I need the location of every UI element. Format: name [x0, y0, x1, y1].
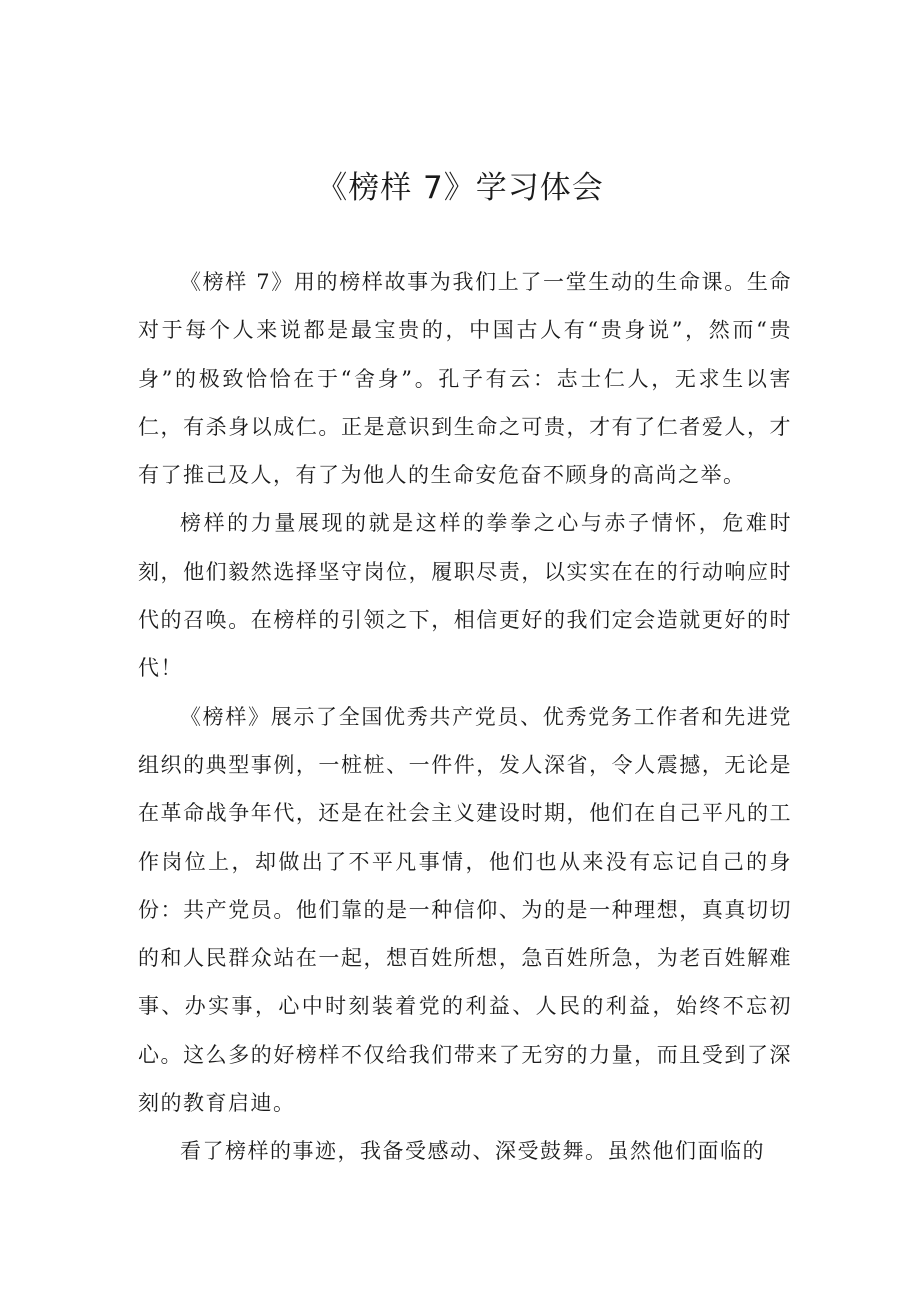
document-body [138, 258, 792, 1176]
paragraph-4: 看了榜样的事迹，我备受感动、深受鼓舞。虽然他们面临的 [180, 1139, 765, 1164]
document-title: 《榜样 7》学习体会 [316, 170, 604, 206]
paragraph-2: 榜样的力量展现的就是这样的拳拳之心与赤子情怀，危难时刻，他们毅然选择坚守岗位，履职尽责，以实实在在的行动响应时代的召唤。在榜样的引领之下，相信更好的我们定会造就更好的时代！ [138, 511, 792, 681]
paragraph-1: 《榜样 7》用的榜样故事为我们上了一堂生动的生命课。生命对于每个人来说都是最宝贵的，中国古人有“贵身说”，然而“贵身”的极致恰恰在于“舍身”。孔子有云：志士仁人，无求生以害仁，有杀身以成仁。正是意识到生命之可贵，才有了仁者爱人，才有了推己及人，有了为他人的生命安危奋不顾身的高尚之举。 [138, 270, 792, 488]
paragraph-3: 《榜样》展示了全国优秀共产党员、优秀党务工作者和先进党组织的典型事例，一桩桩、一件件，发人深省，令人震撼，无论是在革命战争年代，还是在社会主义建设时期，他们在自己平凡的工作岗位上，却做出了不平凡事情，他们也从来没有忘记自己的身份：共产党员。他们靠的是一种信仰、为的是一种理想，真真切切的和人民群众站在一起，想百姓所想，急百姓所急，为老百姓解难事、办实事，心中时刻装着党的利益、人民的利益，始终不忘初心。这么多的好榜样不仅给我们带来了无穷的力量，而且受到了深刻的教育启迪。 [138, 704, 792, 1116]
